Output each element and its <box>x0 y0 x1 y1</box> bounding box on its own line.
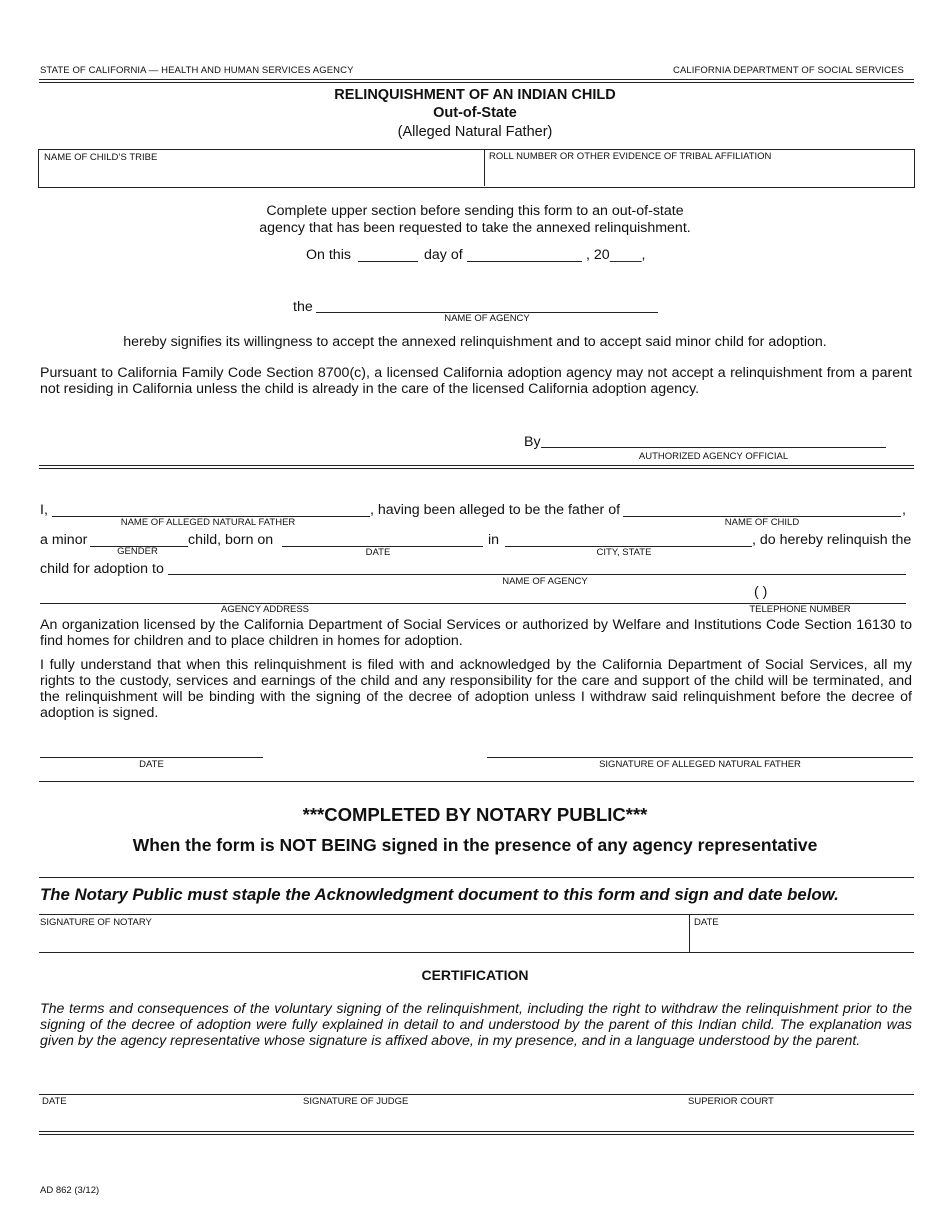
on-this-text: On this <box>306 247 351 263</box>
notary-subheading: When the form is NOT BEING signed in the presence of any agency representative <box>132 835 818 855</box>
father-sign-date-label: DATE <box>139 759 164 770</box>
notary-signature-label: SIGNATURE OF NOTARY <box>40 917 152 928</box>
year-prefix-text: , 20 <box>586 247 610 263</box>
comma-text: , <box>902 502 906 518</box>
notary-signature-field[interactable] <box>40 929 685 950</box>
day-field[interactable] <box>358 261 418 262</box>
in-text: in <box>488 532 500 548</box>
organization-text: An organization licensed by the California Department of Social Services or authorized by Welfare and Institutions Code Section 16130 to find homes for children and to place children in homes for adoption. <box>40 617 912 649</box>
month-field[interactable] <box>467 261 582 262</box>
father-signature-label: SIGNATURE OF ALLEGED NATURAL FATHER <box>599 759 801 770</box>
superior-court-label: SUPERIOR COURT <box>688 1096 774 1107</box>
instruction-line-2: agency that has been requested to take the annexed relinquishment. <box>259 220 691 236</box>
a-minor-text: a minor <box>40 532 88 548</box>
day-of-text: day of <box>424 247 463 263</box>
adoption-agency-field[interactable] <box>168 574 906 575</box>
notary-box-top <box>39 914 914 915</box>
agency-address-label: AGENCY ADDRESS <box>221 604 309 615</box>
understand-text: I fully understand that when this relinquishment is filed with and acknowledged by the California Department of Social Services, all my rights to the custody, services and earnings of the child and any responsibility for the care and support of the child will be terminated, and the relinquishment will be binding with the signing of the decree of adoption unless I withdraw said relinquishment before the decree of adoption is signed. <box>40 657 912 721</box>
agency-header-right: CALIFORNIA DEPARTMENT OF SOCIAL SERVICES <box>673 65 904 76</box>
agency-name-label: NAME OF AGENCY <box>444 313 530 324</box>
relinquish-text: , do hereby relinquish the <box>752 532 912 548</box>
notary-rule-top <box>39 877 914 878</box>
notary-box-bottom <box>39 952 914 953</box>
child-born-on-text: child, born on <box>188 532 274 548</box>
superior-court-field[interactable] <box>686 1108 912 1130</box>
section-rule-1 <box>39 465 914 469</box>
notary-heading: ***COMPLETED BY NOTARY PUBLIC*** <box>302 804 648 825</box>
section-rule-2 <box>39 781 914 782</box>
official-label: AUTHORIZED AGENCY OFFICIAL <box>638 451 789 462</box>
judge-signature-label: SIGNATURE OF JUDGE <box>303 1096 409 1107</box>
roll-number-label: ROLL NUMBER OR OTHER EVIDENCE OF TRIBAL AFFILIATION <box>489 151 772 162</box>
notary-date-field[interactable] <box>692 929 912 950</box>
tribe-name-label: NAME OF CHILD’S TRIBE <box>44 152 158 163</box>
notary-instruction: The Notary Public must staple the Acknowledgment document to this form and sign and date below. <box>40 885 839 904</box>
header-rule <box>39 79 914 83</box>
roll-number-field[interactable] <box>487 162 911 184</box>
official-signature-field[interactable] <box>541 447 886 448</box>
form-number: AD 862 (3/12) <box>40 1185 100 1196</box>
phone-parens: ( ) <box>754 584 768 600</box>
tribe-box-divider <box>484 149 485 186</box>
judge-box-top <box>39 1094 914 1095</box>
child-name-label: NAME OF CHILD <box>724 517 800 528</box>
judge-date-field[interactable] <box>40 1108 290 1130</box>
child-for-adoption-text: child for adoption to <box>40 561 164 577</box>
notary-box-divider <box>689 914 690 952</box>
tribe-name-field[interactable] <box>40 162 482 184</box>
adoption-agency-label: NAME OF AGENCY <box>502 576 588 587</box>
i-text: I, <box>40 502 48 518</box>
form-subtitle: Out-of-State <box>433 105 517 121</box>
notary-date-label: DATE <box>694 917 719 928</box>
certification-text: The terms and consequences of the voluntary signing of the relinquishment, including the right to withdraw the relinquishment prior to the signing of the decree of adoption were fully explained in detail to and understood by the parent of this Indian child. The explanation was given by the agency representative whose signature is affixed above, in my presence, and in a language understood by the parent. <box>40 1001 912 1049</box>
father-name-label: NAME OF ALLEGED NATURAL FATHER <box>120 517 296 528</box>
judge-signature-field[interactable] <box>300 1108 680 1130</box>
father-signature-field[interactable] <box>487 757 913 758</box>
agency-header-left: STATE OF CALIFORNIA — HEALTH AND HUMAN SERVICES AGENCY <box>40 65 354 76</box>
instruction-line-1: Complete upper section before sending this form to an out-of-state <box>266 203 684 219</box>
willingness-text: hereby signifies its willingness to accept the annexed relinquishment and to accept said minor child for adoption. <box>123 334 827 350</box>
gender-label: GENDER <box>117 546 158 557</box>
pursuant-text: Pursuant to California Family Code Section 8700(c), a licensed California adoption agency may not accept a relinquishment from a parent not residing in California unless the child is already in the care of the licensed California adoption agency. <box>40 365 912 397</box>
birth-date-label: DATE <box>365 547 391 558</box>
birth-city-label: CITY, STATE <box>596 547 652 558</box>
judge-box-bottom <box>39 1131 914 1135</box>
certification-heading: CERTIFICATION <box>421 967 529 983</box>
form-title: RELINQUISHMENT OF AN INDIAN CHILD <box>334 87 616 103</box>
form-subtitle-2: (Alleged Natural Father) <box>397 124 553 140</box>
the-text: the <box>293 299 313 315</box>
by-text: By <box>524 434 541 450</box>
father-sign-date-field[interactable] <box>40 757 263 758</box>
having-been-text: , having been alleged to be the father of <box>370 502 621 518</box>
judge-date-label: DATE <box>42 1096 67 1107</box>
telephone-label: TELEPHONE NUMBER <box>749 604 851 615</box>
year-field[interactable]: ____, <box>610 247 646 263</box>
